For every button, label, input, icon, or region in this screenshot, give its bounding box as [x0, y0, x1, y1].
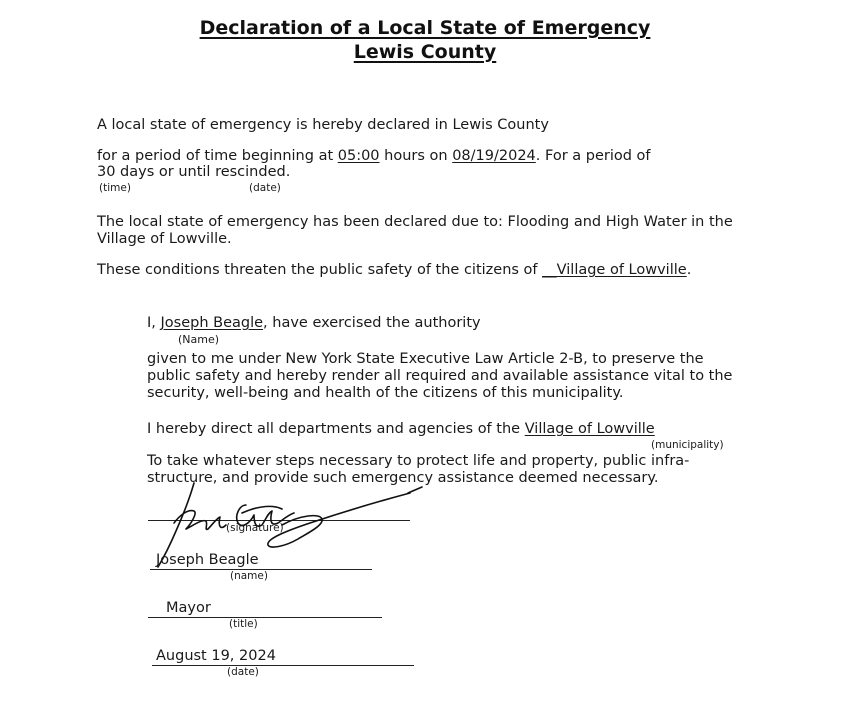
- law-paragraph: [147, 351, 732, 402]
- signer-name-field: [150, 552, 372, 570]
- period-suffix: . For a period of: [535, 148, 651, 164]
- law-line-2: public safety and hereby render all required and available assistance vital to the: [147, 368, 733, 384]
- direct-line: [147, 421, 655, 437]
- signer-name-caption: (name): [230, 570, 268, 582]
- signed-date: August 19, 2024: [156, 648, 276, 664]
- direct-prefix: I hereby direct all departments and agencies of the: [147, 421, 525, 437]
- period-prefix: for a period of time beginning at: [97, 148, 338, 164]
- signer-title: Mayor: [166, 600, 211, 616]
- signer-name: Joseph Beagle: [156, 552, 259, 568]
- municipality-name: Village of Lowville: [524, 421, 655, 437]
- law-line-1: given to me under New York State Executive Law Article 2-B, to preserve the: [147, 351, 704, 367]
- period-line: [97, 148, 651, 164]
- cause-line-2: Village of Lowville.: [97, 231, 232, 247]
- start-time: 05:00: [337, 148, 380, 164]
- steps-line-2: structure, and provide such emergency assistance deemed necessary.: [147, 470, 659, 486]
- law-line-3: security, well-being and health of the citizens of this municipality.: [147, 385, 624, 401]
- name-caption: (Name): [178, 333, 220, 346]
- authority-line: [147, 315, 481, 331]
- date-caption: (date): [249, 182, 281, 194]
- cause-line-1: The local state of emergency has been declared due to: Flooding and High Water in the: [97, 214, 733, 230]
- official-name: Joseph Beagle: [160, 315, 264, 331]
- steps-line-1: To take whatever steps necessary to protect life and property, public infra-: [147, 453, 690, 469]
- declaration-statement: A local state of emergency is hereby declared in Lewis County: [97, 117, 549, 133]
- time-caption: (time): [99, 182, 131, 194]
- authority-suffix: , have exercised the authority: [263, 315, 481, 331]
- document-title: Declaration of a Local State of Emergency: [199, 17, 651, 39]
- threat-line: [97, 262, 691, 278]
- period-duration: 30 days or until rescinded.: [97, 164, 291, 180]
- threat-prefix: These conditions threaten the public safety of the citizens of: [97, 262, 543, 278]
- hours-on-text: hours on: [379, 148, 453, 164]
- signer-title-field: [148, 600, 382, 618]
- signature-caption: (signature): [226, 522, 284, 534]
- start-date: 08/19/2024: [452, 148, 536, 164]
- threatened-place: __Village of Lowville: [542, 262, 687, 278]
- municipality-caption: (municipality): [651, 439, 724, 451]
- authority-prefix: I,: [147, 315, 161, 331]
- document-subtitle-county: Lewis County: [353, 41, 497, 63]
- threat-suffix: .: [686, 262, 692, 278]
- signed-date-field: [152, 648, 414, 666]
- signer-title-caption: (title): [229, 618, 258, 630]
- signed-date-caption: (date): [227, 666, 259, 678]
